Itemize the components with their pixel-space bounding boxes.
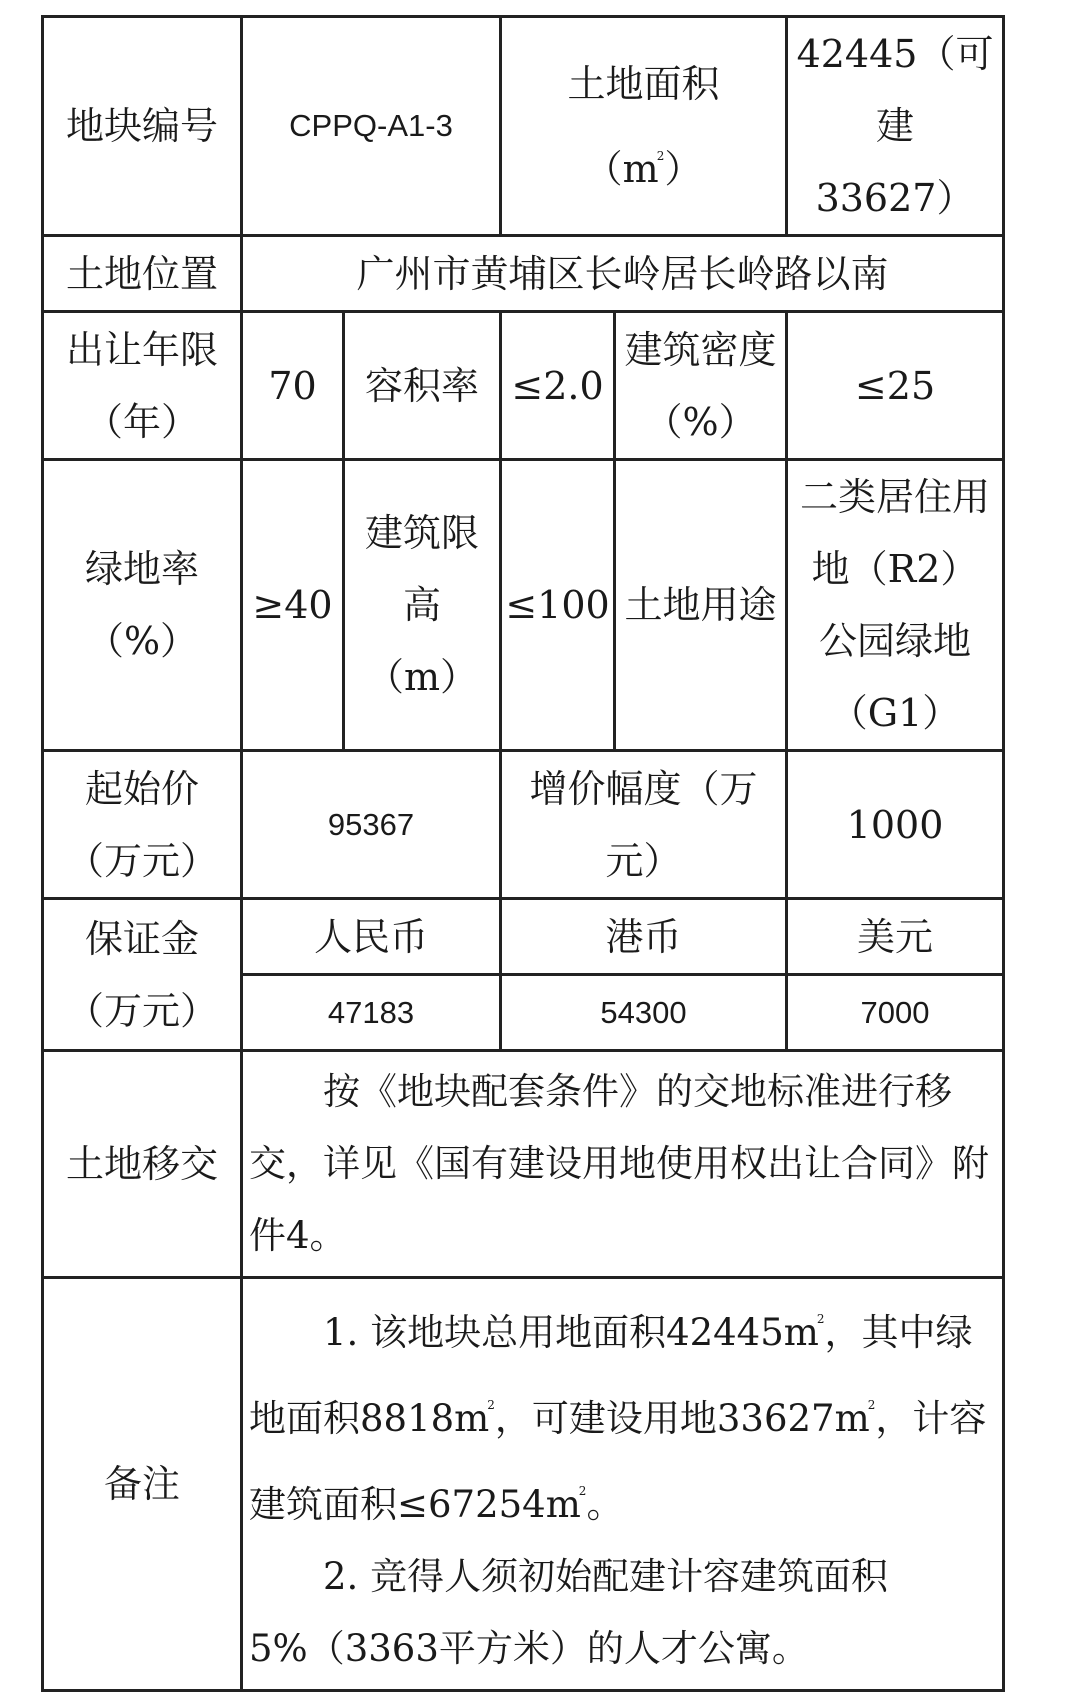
land-auction-table [41,15,1005,1692]
height-limit-value: ≤100 [501,460,615,751]
plot-number-label: 地块编号 [43,17,242,236]
increment-label: 增价幅度（万 元） [501,751,787,899]
start-price-value: 95367 [242,751,501,899]
land-area-label-line2: $(m^2)$ [584,146,703,191]
green-ratio-value: ≥40 [242,460,344,751]
currency-rmb: 人民币 [242,899,501,975]
term-value: 70 [242,312,344,460]
row-notes [43,1278,1004,1691]
currency-usd: 美元 [787,899,1004,975]
note-2: 2. 竞得人须初始配建计容建筑面积5%（3363平方米）的人才公寓。 [249,1555,889,1670]
row-term [43,312,1004,460]
land-use-label: 土地用途 [615,460,787,751]
start-price-label: 起始价 （万元） [43,751,242,899]
far-value: ≤2.0 [501,312,615,460]
deposit-label: 保证金 （万元） [43,899,242,1051]
density-value: ≤25 [787,312,1004,460]
density-label: 建筑密度 （%） [615,312,787,460]
deposit-hkd-value: 54300 [501,975,787,1051]
land-area-value: 42445（可建 33627） [787,17,1004,236]
currency-hkd: 港币 [501,899,787,975]
height-limit-label: 建筑限 高 （m） [344,460,501,751]
location-value: 广州市黄埔区长岭居长岭路以南 [242,236,1004,312]
green-ratio-label: 绿地率 （%） [43,460,242,751]
notes-text [242,1278,1004,1691]
increment-value: 1000 [787,751,1004,899]
row-deposit-currencies [43,899,1004,975]
row-location [43,236,1004,312]
handover-label: 土地移交 [43,1051,242,1278]
note-1: 1. 该地块总用地面积$42445m^2$，其中绿地面积$8818m^2$，可建设用地$33627m^2$，计容建筑面积$\le 67254m^2$。 [249,1311,987,1526]
land-area-label-line1: 土地面积 [567,61,720,106]
row-green [43,460,1004,751]
notes-label: 备注 [43,1278,242,1691]
plot-number-value: CPPQ-A1-3 [242,17,501,236]
deposit-usd-value: 7000 [787,975,1004,1051]
deposit-rmb-value: 47183 [242,975,501,1051]
far-label: 容积率 [344,312,501,460]
handover-text: 按《地块配套条件》的交地标准进行移交，详见《国有建设用地使用权出让合同》附件4。 [242,1051,1004,1278]
location-label: 土地位置 [43,236,242,312]
row-start-price [43,751,1004,899]
land-use-value: 二类居住用 地（R2） 公园绿地 （G1） [787,460,1004,751]
term-label: 出让年限 （年） [43,312,242,460]
row-plot-number [43,17,1004,236]
row-handover [43,1051,1004,1278]
land-area-label [501,17,787,236]
